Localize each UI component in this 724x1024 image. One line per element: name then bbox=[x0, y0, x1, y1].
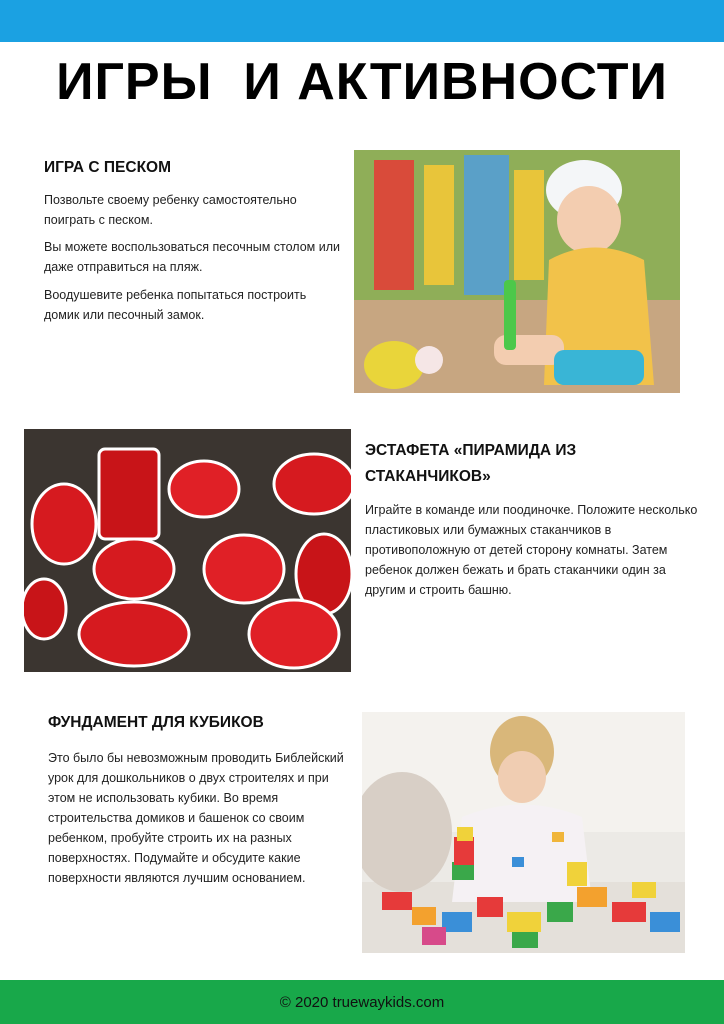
photo-red-plastic-cups bbox=[24, 429, 351, 672]
building-blocks-paragraph: Это было бы невозможным проводить Библейский урок для дошкольников о двух строителях и при этом не использовать кубики. Во время строительства домиков и башенок со своим ребенком, пробуйте строить их на разных поверхностях. Подумайте и обсудите какие поверхности являются лучшим основанием. bbox=[48, 751, 344, 885]
section-heading-cup-relay-line2: СТАКАНЧИКОВ» bbox=[365, 468, 491, 485]
section-heading-cup-relay-line1: ЭСТАФЕТА «ПИРАМИДА ИЗ bbox=[365, 442, 577, 459]
footer-bar bbox=[0, 980, 724, 1024]
section-heading-building-blocks: ФУНДАМЕНТ ДЛЯ КУБИКОВ bbox=[48, 714, 264, 731]
top-color-bar bbox=[0, 0, 724, 42]
sand-play-paragraph-3: Воодушевите ребенка попытаться построить домик или песочный замок. bbox=[44, 288, 307, 322]
photo-child-playing-sand bbox=[354, 150, 680, 393]
section-heading-sand-play: ИГРА С ПЕСКОМ bbox=[44, 159, 172, 176]
sand-play-paragraph-2: Вы можете воспользоваться песочным столом или даже отправиться на пляж. bbox=[44, 240, 340, 274]
sand-play-paragraph-1: Позвольте своему ребенку самостоятельно поиграть с песком. bbox=[44, 193, 297, 227]
page-title: ИГРЫ И АКТИВНОСТИ bbox=[56, 53, 668, 111]
cup-relay-paragraph: Играйте в команде или поодиночке. Положите несколько пластиковых или бумажных стаканчиков в противоположную от детей сторону комнаты. Затем ребенок должен бежать и брать стаканчики один за другим и строить башню. bbox=[365, 503, 698, 597]
footer-copyright: © 2020 truewaykids.com bbox=[279, 993, 445, 1011]
photo-child-building-blocks bbox=[362, 712, 685, 953]
